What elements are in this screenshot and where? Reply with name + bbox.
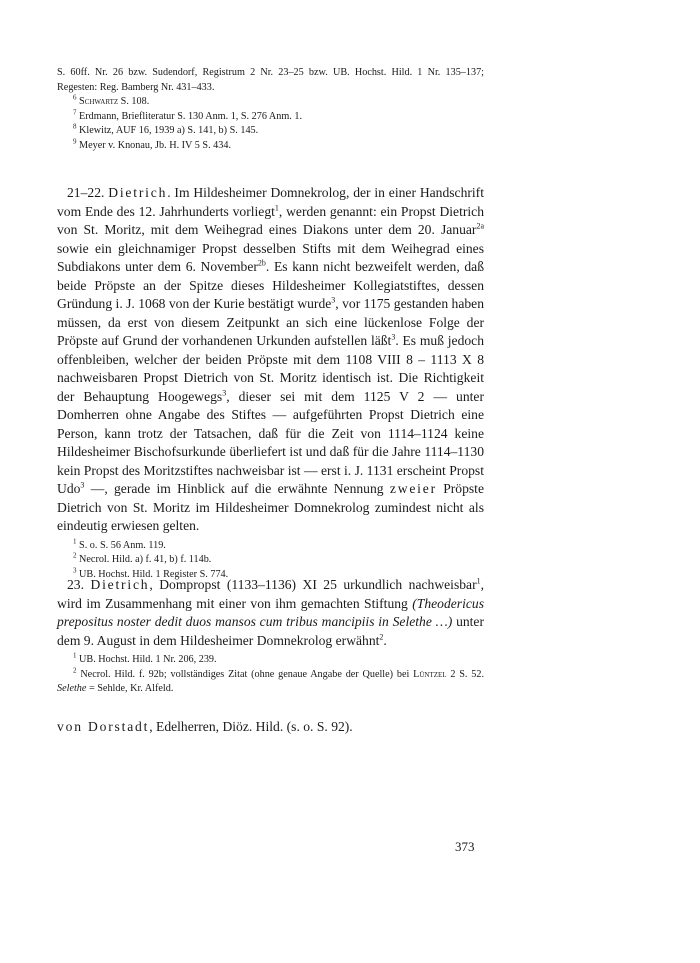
- footnote-9: $^9$ Meyer v. Knonau, Jb. H. IV 5 S. 434.: [73, 137, 231, 151]
- emphasis-zweier: zweier: [389, 481, 437, 496]
- entry-21-22-footnote-1: $^1$ S. o. S. 56 Anm. 119.: [73, 537, 166, 551]
- footnote-8: $^8$ Klewitz, AUF 16, 1939 a) S. 141, b) S. 145.: [73, 122, 259, 136]
- page-number: 373: [455, 839, 475, 854]
- entry-21-22-name: Dietrich: [108, 185, 168, 200]
- cross-reference: [57, 718, 484, 737]
- footnote-7: $^7$ Erdmann, Briefliteratur S. 130 Anm. 1, S. 276 Anm. 1.: [73, 108, 303, 122]
- entry-21-22-footnote-2: $^2$ Necrol. Hild. a) f. 41, b) f. 114b.: [73, 551, 212, 565]
- cross-reference-name: von Dorstadt: [57, 719, 150, 734]
- footnote-continuation: S. 60ff. Nr. 26 bzw. Sudendorf, Registrum 2 Nr. 23–25 bzw. UB. Hochst. Hild. 1 Nr. 135–137; Regesten: Reg. Bamberg Nr. 431–433.: [57, 67, 484, 93]
- cross-reference-text: von Dorstadt, Edelherren, Diöz. Hild. (s. o. S. 92).: [57, 719, 353, 734]
- footnote-6: $^6$ Schwartz S. 108.: [73, 93, 150, 107]
- entry-21-22-footnote-3: $^3$ UB. Hochst. Hild. 1 Register S. 774.: [73, 566, 229, 580]
- top-footnotes: [57, 66, 484, 153]
- entry-23-footnote-1: $^1$ UB. Hochst. Hild. 1 Nr. 206, 239.: [73, 651, 217, 665]
- entry-23-name: Dietrich: [90, 577, 150, 592]
- entry-23: [57, 576, 484, 697]
- latin-quote: (Theodericus prepositus noster dedit duos mansos cum tribus mancipiis in Selethe …): [57, 595, 484, 629]
- entry-23-text: 23. Dietrich, Dompropst (1133–1136) XI 25 urkundlich nachweisbar$^1$, wird im Zusammenhang mit einer von ihm gemachten Stiftung (Theodericus prepositus noster dedit duos mansos cum tribus mancipiis in Selethe …) unter dem 9. August in dem Hildesheimer Domnekrolog erwähnt$^2$.: [57, 576, 485, 648]
- entry-23-footnote-2: $^2$ Necrol. Hild. f. 92b; vollständiges Zitat (ohne genaue Angabe der Quelle) bei Lüntzel 2 S. 52. Selethe = Sehlde, Kr. Alfeld.: [57, 666, 485, 694]
- entry-21-22-text: 21–22. Dietrich. Im Hildesheimer Domnekrolog, der in einer Handschrift vom Ende des 12. Jahrhunderts vorliegt$^1$, werden genannt: ein Propst Dietrich von St. Moritz, mit dem Weihegrad eines Diakons unter dem 20. Januar$^{2a}$ sowie ein gleichnamiger Propst desselben Stifts mit dem Weihegrad eines Subdiakons unter dem 6. November$^{2b}$. Es kann nicht bezweifelt werden, daß beide Pröpste an der Spitze dieses Hildesheimer Kollegiatstiftes, dessen Gründung i. J. 1068 von der Kurie bestätigt wurde$^3$, vor 1175 gestanden haben müssen, da erst von diesem Zeitpunkt an sich eine lückenlose Folge der Pröpste auf Grund der vorhandenen Urkunden aufstellen läßt$^3$. Es muß jedoch offenbleiben, welcher der beiden Pröpste mit dem 1108 VIII 8 – 1113 X 8 nachweisbaren Propst Dietrich von St. Moritz identisch ist. Die Richtigkeit der Behauptung Hoogewegs$^3$, dieser sei mit dem 1125 V 2 — unter Domherren ohne Angabe des Stiftes — aufgeführten Propst Dietrich eine Person, kann trotz der Tatsachen, daß für die Zeit von 1114–1124 keine Hildesheimer Bischofsurkunde überliefert ist und daß für die Jahre 1114–1130 kein Propst des Moritzstiftes nachweisbar ist — erst i. J. 1131 erscheint Propst Udo$^3$ —, gerade im Hinblick auf die erwähnte Nennung zweier Pröpste Dietrich von St. Moritz im Hildesheimer Domnekrolog zumindest nicht als eindeutig erwiesen gelten.: [57, 185, 485, 533]
- entry-21-22: [57, 184, 484, 582]
